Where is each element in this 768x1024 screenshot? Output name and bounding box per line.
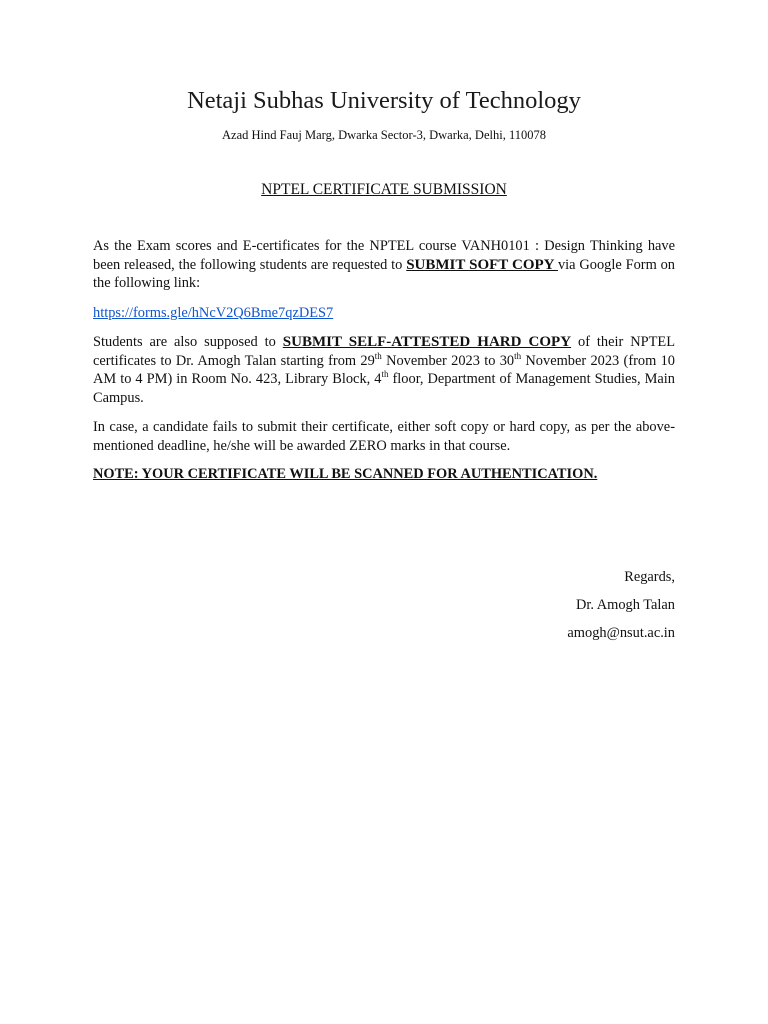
google-form-link[interactable]: https://forms.gle/hNcV2Q6Bme7qzDES7 bbox=[93, 304, 334, 321]
document-heading: NPTEL CERTIFICATE SUBMISSION bbox=[261, 181, 507, 198]
paragraph-hard-copy-text-e: floor, Department of Management Studies, Main Campus. bbox=[93, 371, 676, 406]
signature-name: Dr. Amogh Talan bbox=[575, 597, 675, 613]
superscript-th-2: th bbox=[514, 350, 522, 361]
submit-soft-copy-emphasis: SUBMIT SOFT COPY bbox=[406, 256, 558, 273]
submit-hard-copy-emphasis: SUBMIT SELF-ATTESTED HARD COPY bbox=[282, 334, 572, 350]
signature-email: amogh@nsut.ac.in bbox=[567, 625, 675, 641]
university-address: Azad Hind Fauj Marg, Dwarka Sector-3, Dwarka, Delhi, 110078 bbox=[222, 128, 546, 142]
paragraph-hard-copy-text-d: November 2023 (from 10 AM to 4 PM) in Room No. 423, Library Block, 4 bbox=[93, 352, 675, 387]
paragraph-soft-copy bbox=[93, 237, 675, 293]
document-body bbox=[93, 237, 675, 484]
paragraph-hard-copy-text-a: Students are also supposed to bbox=[93, 334, 283, 350]
paragraph-soft-copy-text-a: As the Exam scores and E-certificates for the NPTEL course VANH0101 : Design Thinking have been released, the following students are requested to bbox=[93, 238, 675, 273]
signature-regards: Regards, bbox=[624, 569, 675, 585]
paragraph-hard-copy-text-b: of their NPTEL certificates to Dr. Amogh Talan starting from 29 bbox=[93, 334, 676, 369]
paragraph-hard-copy-text-c: November 2023 to 30 bbox=[381, 352, 515, 369]
paragraph-deadline-warning: In case, a candidate fails to submit their certificate, either soft copy or hard copy, as per the above-mentioned deadline, he/she will be awarded ZERO marks in that course. bbox=[93, 419, 675, 454]
superscript-th-3: th bbox=[381, 369, 389, 380]
authentication-note: NOTE: YOUR CERTIFICATE WILL BE SCANNED FOR AUTHENTICATION. bbox=[93, 466, 598, 482]
paragraph-hard-copy bbox=[93, 333, 675, 407]
superscript-th-1: th bbox=[374, 350, 382, 361]
signature-block bbox=[567, 568, 675, 652]
university-name: Netaji Subhas University of Technology bbox=[187, 87, 581, 114]
form-link-paragraph bbox=[93, 304, 675, 323]
paragraph-soft-copy-text-b: via Google Form on the following link: bbox=[93, 256, 675, 291]
